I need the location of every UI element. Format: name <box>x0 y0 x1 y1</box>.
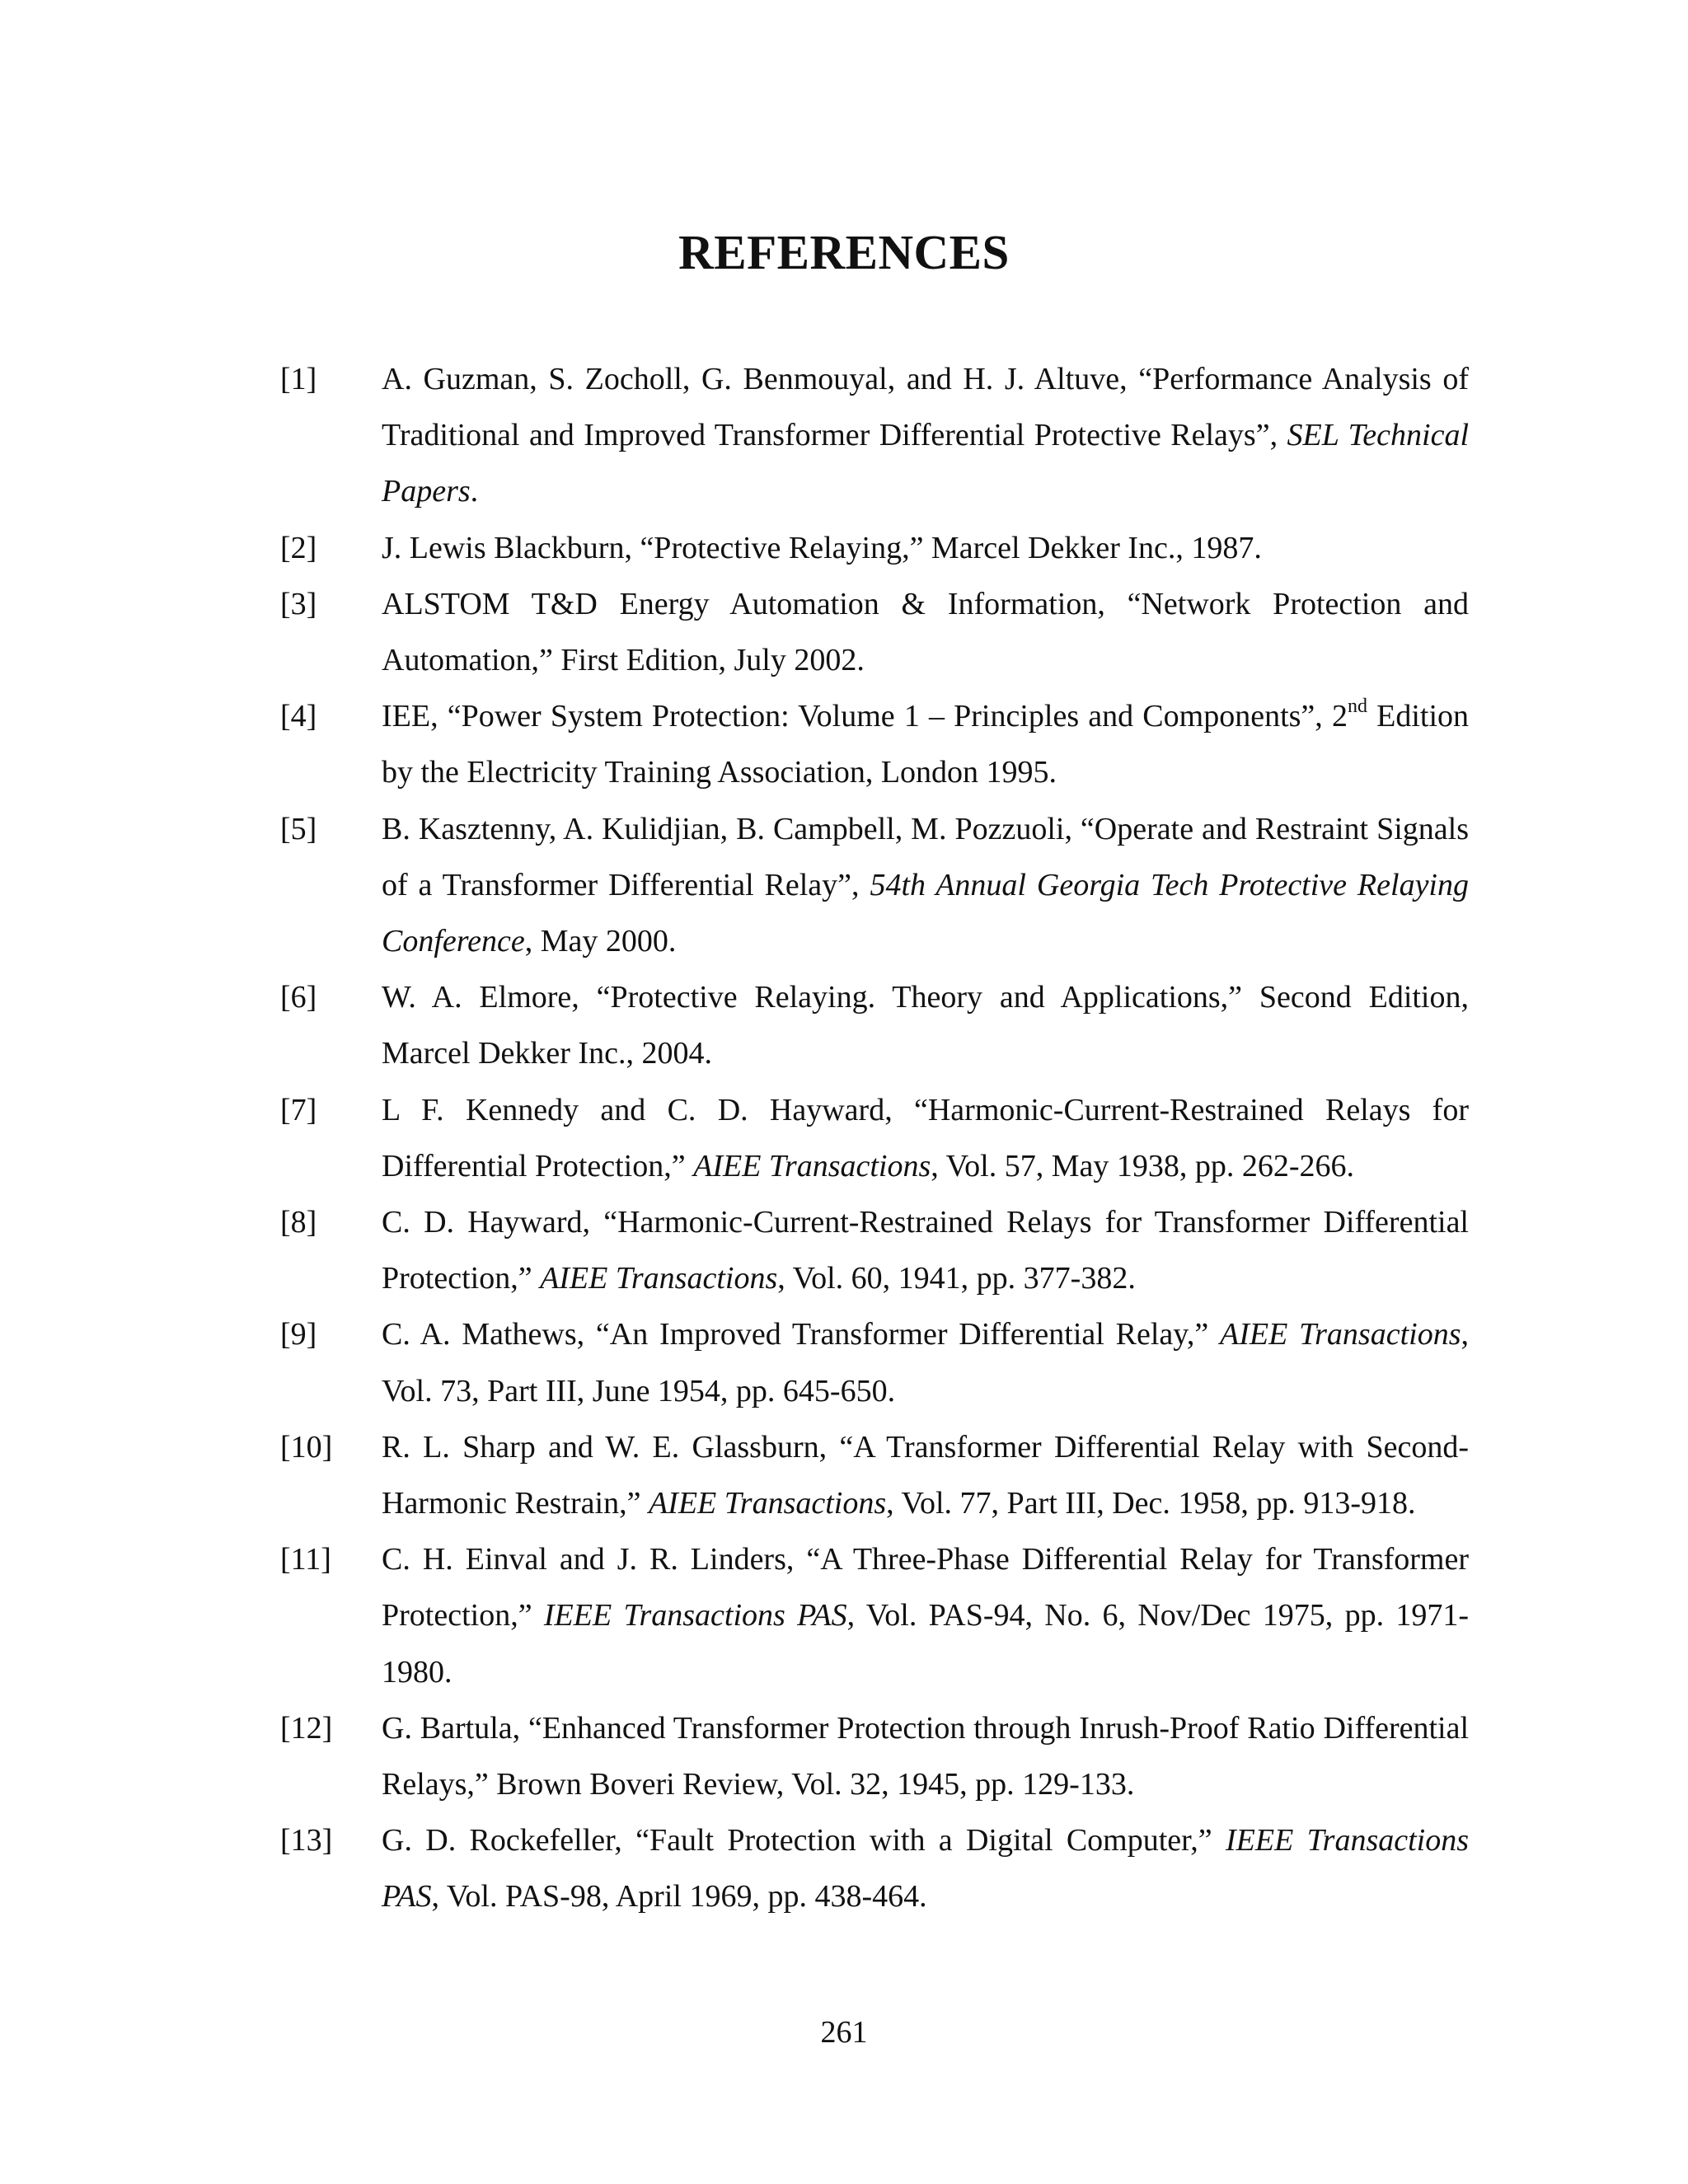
reference-text <box>382 1306 1469 1418</box>
reference-italic-segment: SEL Technical Papers <box>382 418 1469 509</box>
reference-segment: , Vol. 57, May 1938, pp. 262-266. <box>931 1148 1355 1183</box>
reference-text <box>382 520 1469 576</box>
reference-number: [11] <box>280 1542 331 1577</box>
reference-item <box>280 969 1469 1081</box>
reference-segment: G. D. Rockefeller, “Fault Protection with a Digital Computer,” <box>382 1823 1226 1858</box>
reference-segment: C. A. Mathews, “An Improved Transformer Differential Relay,” <box>382 1317 1220 1352</box>
reference-item <box>280 688 1469 800</box>
reference-segment: , Vol. PAS-94, No. 6, Nov/Dec 1975, pp. 1971-1980. <box>382 1598 1470 1690</box>
reference-item <box>280 1419 1469 1531</box>
reference-number: [12] <box>280 1710 333 1746</box>
reference-list <box>280 351 1469 1925</box>
reference-number: [10] <box>280 1429 333 1465</box>
reference-text <box>382 576 1469 688</box>
reference-segment: Edition by the Electricity Training Association, London 1995. <box>382 699 1469 790</box>
reference-text <box>382 1082 1469 1194</box>
reference-item <box>280 1082 1469 1194</box>
reference-segment: . <box>470 474 479 509</box>
reference-segment: R. L. Sharp and W. E. Glassburn, “A Transformer Differential Relay with Second-Harmonic Restrain,” <box>382 1429 1469 1521</box>
reference-italic-segment: AIEE Transactions <box>540 1261 778 1296</box>
reference-italic-segment: 54th Annual Georgia Tech Protective Relaying Conference <box>382 867 1469 959</box>
page-title: REFERENCES <box>678 224 1010 279</box>
reference-text <box>382 1700 1469 1812</box>
reference-item <box>280 520 1469 576</box>
reference-number: [9] <box>280 1317 317 1352</box>
reference-superscript: nd <box>1347 695 1367 717</box>
reference-item <box>280 576 1469 688</box>
reference-segment: ALSTOM T&D Energy Automation & Information, “Network Protection and Automation,” First Edition, July 2002. <box>382 586 1469 678</box>
reference-item <box>280 351 1469 520</box>
reference-segment: , Vol. 73, Part III, June 1954, pp. 645-650. <box>382 1317 1469 1408</box>
reference-item <box>280 1306 1469 1418</box>
reference-segment: B. Kasztenny, A. Kulidjian, B. Campbell, M. Pozzuoli, “Operate and Restraint Signals of a Transformer Differential Relay”, <box>382 811 1469 902</box>
reference-text <box>382 688 1469 800</box>
reference-italic-segment: IEEE Transactions PAS <box>382 1823 1469 1915</box>
reference-segment: J. Lewis Blackburn, “Protective Relaying,” Marcel Dekker Inc., 1987. <box>382 530 1262 565</box>
reference-text <box>382 1812 1469 1924</box>
reference-text <box>382 351 1469 520</box>
reference-segment: C. D. Hayward, “Harmonic-Current-Restrained Relays for Transformer Differential Protection,” <box>382 1205 1469 1296</box>
reference-number: [8] <box>280 1205 317 1240</box>
reference-segment: , Vol. PAS-98, April 1969, pp. 438-464. <box>431 1879 927 1915</box>
reference-segment: G. Bartula, “Enhanced Transformer Protection through Inrush-Proof Ratio Differential Relays,” Brown Boveri Review, Vol. 32, 1945, pp. 129-133. <box>382 1710 1469 1802</box>
reference-number: [13] <box>280 1823 333 1858</box>
reference-italic-segment: AIEE Transactions <box>1220 1317 1461 1352</box>
reference-item <box>280 1194 1469 1306</box>
reference-item <box>280 1531 1469 1700</box>
reference-item <box>280 1812 1469 1924</box>
reference-segment: W. A. Elmore, “Protective Relaying. Theory and Applications,” Second Edition, Marcel Dekker Inc., 2004. <box>382 980 1469 1071</box>
reference-number: [1] <box>280 362 317 396</box>
reference-text <box>382 801 1469 970</box>
reference-italic-segment: AIEE Transactions <box>693 1148 931 1183</box>
reference-text <box>382 1531 1469 1700</box>
reference-text <box>382 1194 1469 1306</box>
reference-italic-segment: IEEE Transactions PAS <box>543 1598 847 1633</box>
reference-italic-segment: AIEE Transactions <box>648 1486 887 1521</box>
reference-number: [4] <box>280 699 317 734</box>
reference-segment: A. Guzman, S. Zocholl, G. Benmouyal, and H. J. Altuve, “Performance Analysis of Traditional and Improved Transformer Differential Protective Relays”, <box>382 362 1469 453</box>
reference-number: [2] <box>280 530 317 565</box>
reference-segment: , Vol. 60, 1941, pp. 377-382. <box>777 1261 1136 1296</box>
reference-segment: IEE, “Power System Protection: Volume 1 – Principles and Components”, 2 <box>382 699 1348 734</box>
reference-number: [5] <box>280 811 317 846</box>
reference-number: [3] <box>280 586 317 621</box>
reference-segment: L F. Kennedy and C. D. Hayward, “Harmonic-Current-Restrained Relays for Differential Protection,” <box>382 1092 1469 1183</box>
reference-segment: , Vol. 77, Part III, Dec. 1958, pp. 913-918. <box>886 1486 1416 1521</box>
reference-text <box>382 1419 1469 1531</box>
reference-item <box>280 1700 1469 1812</box>
reference-number: [7] <box>280 1092 317 1127</box>
reference-text <box>382 969 1469 1081</box>
reference-item <box>280 801 1469 970</box>
reference-segment: C. H. Einval and J. R. Linders, “A Three-Phase Differential Relay for Transformer Protection,” <box>382 1542 1469 1633</box>
reference-segment: , May 2000. <box>524 924 677 959</box>
reference-number: [6] <box>280 980 317 1015</box>
page-number: 261 <box>820 2015 868 2050</box>
